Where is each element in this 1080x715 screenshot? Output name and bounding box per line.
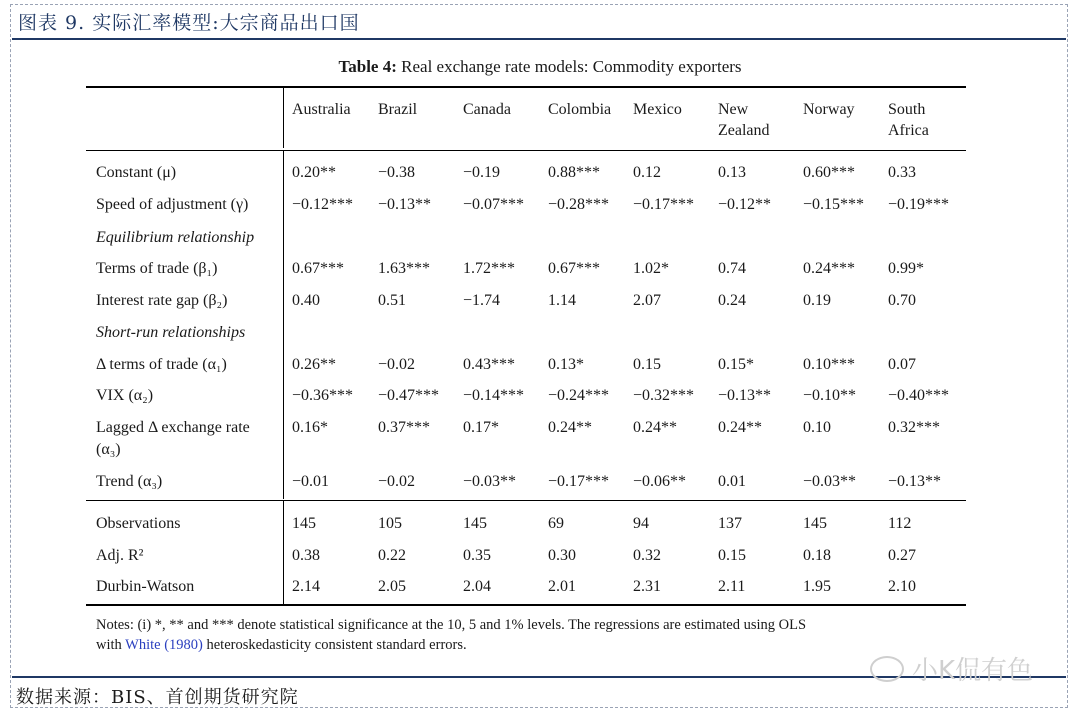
table-cell: −0.06** [633, 473, 687, 490]
table-cell: 0.13 [718, 164, 746, 181]
stat-cell: 2.14 [292, 578, 320, 595]
stat-cell: 2.01 [548, 578, 576, 595]
table-cell: 0.13* [548, 356, 584, 373]
notes-prefix: with [96, 637, 126, 653]
table-cell: −0.02 [378, 356, 416, 373]
table-top-rule [86, 86, 966, 88]
section-heading: Equilibrium relationship [96, 229, 255, 246]
notes-line-1: Notes: (i) *, ** and *** denote statistical significance at the 10, 5 and 1% levels. The regressions are estimated using OLS [96, 617, 807, 633]
stats-rule [86, 500, 966, 501]
stat-cell: 145 [803, 515, 827, 532]
table-cell: 0.24** [718, 419, 762, 436]
row-label: Speed of adjustment (γ) [96, 196, 249, 213]
row-label: Interest rate gap (β₂) [96, 292, 228, 309]
stat-label: Adj. R² [96, 547, 144, 564]
stat-cell: 105 [378, 515, 402, 532]
row-label: Lagged Δ exchange rate [96, 419, 250, 436]
table-cell: −0.19 [463, 164, 501, 181]
table-cell: 1.63*** [378, 260, 430, 277]
header-divider [283, 88, 284, 148]
table-cell: 0.17* [463, 419, 499, 436]
table-cell: 0.67*** [548, 260, 600, 277]
row-label: VIX (α₂) [96, 387, 154, 404]
table-cell: −0.15*** [803, 196, 865, 213]
row-label: Δ terms of trade (α₁) [96, 356, 227, 373]
stat-cell: 0.30 [548, 547, 576, 564]
section-heading: Short-run relationships [96, 324, 246, 341]
row-label: (α₃) [96, 441, 121, 458]
stats-divider [283, 501, 284, 605]
table-cell: 0.24** [548, 419, 592, 436]
table-cell: 0.26** [292, 356, 336, 373]
table-cell: 0.33 [888, 164, 916, 181]
table-cell: −0.01 [292, 473, 330, 490]
stat-cell: 2.31 [633, 578, 661, 595]
row-label: Constant (μ) [96, 164, 177, 181]
table-cell: 0.10 [803, 419, 831, 436]
table-cell: 0.99* [888, 260, 924, 277]
stat-label: Durbin-Watson [96, 578, 195, 595]
table-cell: 0.40 [292, 292, 320, 309]
table-cell: 0.07 [888, 356, 916, 373]
table-cell: 0.01 [718, 473, 746, 490]
table-cell: 0.19 [803, 292, 831, 309]
table-cell: −0.32*** [633, 387, 695, 404]
table-cell: −0.12** [718, 196, 772, 213]
table-cell: 0.74 [718, 260, 746, 277]
notes-suffix: heteroskedasticity consistent standard errors. [202, 637, 467, 653]
stat-label: Observations [96, 515, 181, 532]
stat-cell: 94 [633, 515, 649, 532]
table-cell: 0.15* [718, 356, 754, 373]
stat-cell: 2.04 [463, 578, 491, 595]
caption-text: Real exchange rate models: Commodity exporters [401, 57, 742, 76]
table-cell: 0.51 [378, 292, 406, 309]
table-cell: −0.17*** [633, 196, 695, 213]
table-cell: −0.38 [378, 164, 416, 181]
table-cell: 2.07 [633, 292, 661, 309]
table-cell: −0.03** [463, 473, 517, 490]
stat-cell: 2.05 [378, 578, 406, 595]
column-header: Canada [463, 101, 511, 118]
row-label: Terms of trade (β₁) [96, 260, 218, 277]
stat-cell: 0.22 [378, 547, 406, 564]
stat-cell: 0.15 [718, 547, 746, 564]
watermark-text: 小K侃有色 [912, 656, 1034, 686]
stat-cell: 145 [292, 515, 316, 532]
table-cell: −0.13** [888, 473, 942, 490]
stat-cell: 2.10 [888, 578, 916, 595]
stat-cell: 1.95 [803, 578, 831, 595]
table-cell: 0.37*** [378, 419, 430, 436]
table-cell: −0.10** [803, 387, 857, 404]
figure-title: 图表 9. 实际汇率模型:大宗商品出口国 [18, 12, 360, 34]
wechat-icon [870, 656, 904, 682]
table-cell: −0.17*** [548, 473, 610, 490]
column-header: Brazil [378, 101, 418, 118]
column-header: Africa [888, 122, 929, 139]
table-cell: 0.67*** [292, 260, 344, 277]
notes-line-2 [96, 635, 956, 655]
table-cell: 0.88*** [548, 164, 600, 181]
stat-cell: 2.11 [718, 578, 746, 595]
table-cell: −0.12*** [292, 196, 354, 213]
table-cell: 0.15 [633, 356, 661, 373]
table-cell: −1.74 [463, 292, 501, 309]
table-notes [96, 615, 956, 655]
column-header: South [888, 101, 926, 118]
table-cell: −0.03** [803, 473, 857, 490]
table-bottom-rule [86, 604, 966, 606]
table-caption [0, 57, 1080, 77]
table-cell: 0.24** [633, 419, 677, 436]
stat-cell: 0.32 [633, 547, 661, 564]
header-rule [86, 150, 966, 151]
column-header: Australia [292, 101, 351, 118]
table-cell: −0.13** [718, 387, 772, 404]
table-cell: 0.32*** [888, 419, 940, 436]
stat-cell: 145 [463, 515, 487, 532]
title-rule [12, 38, 1066, 40]
watermark [870, 650, 1033, 687]
table-cell: −0.24*** [548, 387, 610, 404]
caption-prefix: Table 4: [338, 57, 397, 76]
table-cell: −0.40*** [888, 387, 950, 404]
table-cell: 1.14 [548, 292, 576, 309]
column-header: Norway [803, 101, 855, 118]
column-header: New [718, 101, 749, 118]
column-header: Mexico [633, 101, 682, 118]
stat-cell: 0.35 [463, 547, 491, 564]
stat-cell: 69 [548, 515, 564, 532]
table-cell: 0.24 [718, 292, 746, 309]
body-divider [283, 151, 284, 499]
stat-cell: 137 [718, 515, 742, 532]
column-header: Zealand [718, 122, 770, 139]
citation-link[interactable]: White (1980) [125, 637, 203, 653]
table-cell: −0.07*** [463, 196, 525, 213]
table-cell: 1.72*** [463, 260, 515, 277]
table-cell: −0.14*** [463, 387, 525, 404]
stat-cell: 112 [888, 515, 912, 532]
table-cell: 0.70 [888, 292, 916, 309]
data-source: 数据来源：BIS、首创期货研究院 [16, 687, 299, 708]
stat-cell: 0.38 [292, 547, 320, 564]
table-cell: 0.24*** [803, 260, 855, 277]
table-cell: −0.28*** [548, 196, 610, 213]
table-cell: 0.10*** [803, 356, 855, 373]
table-cell: 0.43*** [463, 356, 515, 373]
stat-cell: 0.27 [888, 547, 916, 564]
table-cell: −0.02 [378, 473, 416, 490]
table-cell: 0.60*** [803, 164, 855, 181]
table-cell: −0.19*** [888, 196, 950, 213]
stat-cell: 0.18 [803, 547, 831, 564]
table-cell: 0.16* [292, 419, 328, 436]
table-cell: −0.36*** [292, 387, 354, 404]
row-label: Trend (α₃) [96, 473, 163, 490]
table-cell: 0.20** [292, 164, 336, 181]
table-cell: −0.13** [378, 196, 432, 213]
column-header: Colombia [548, 101, 612, 118]
table-cell: 0.12 [633, 164, 661, 181]
table-cell: 1.02* [633, 260, 669, 277]
table-cell: −0.47*** [378, 387, 440, 404]
